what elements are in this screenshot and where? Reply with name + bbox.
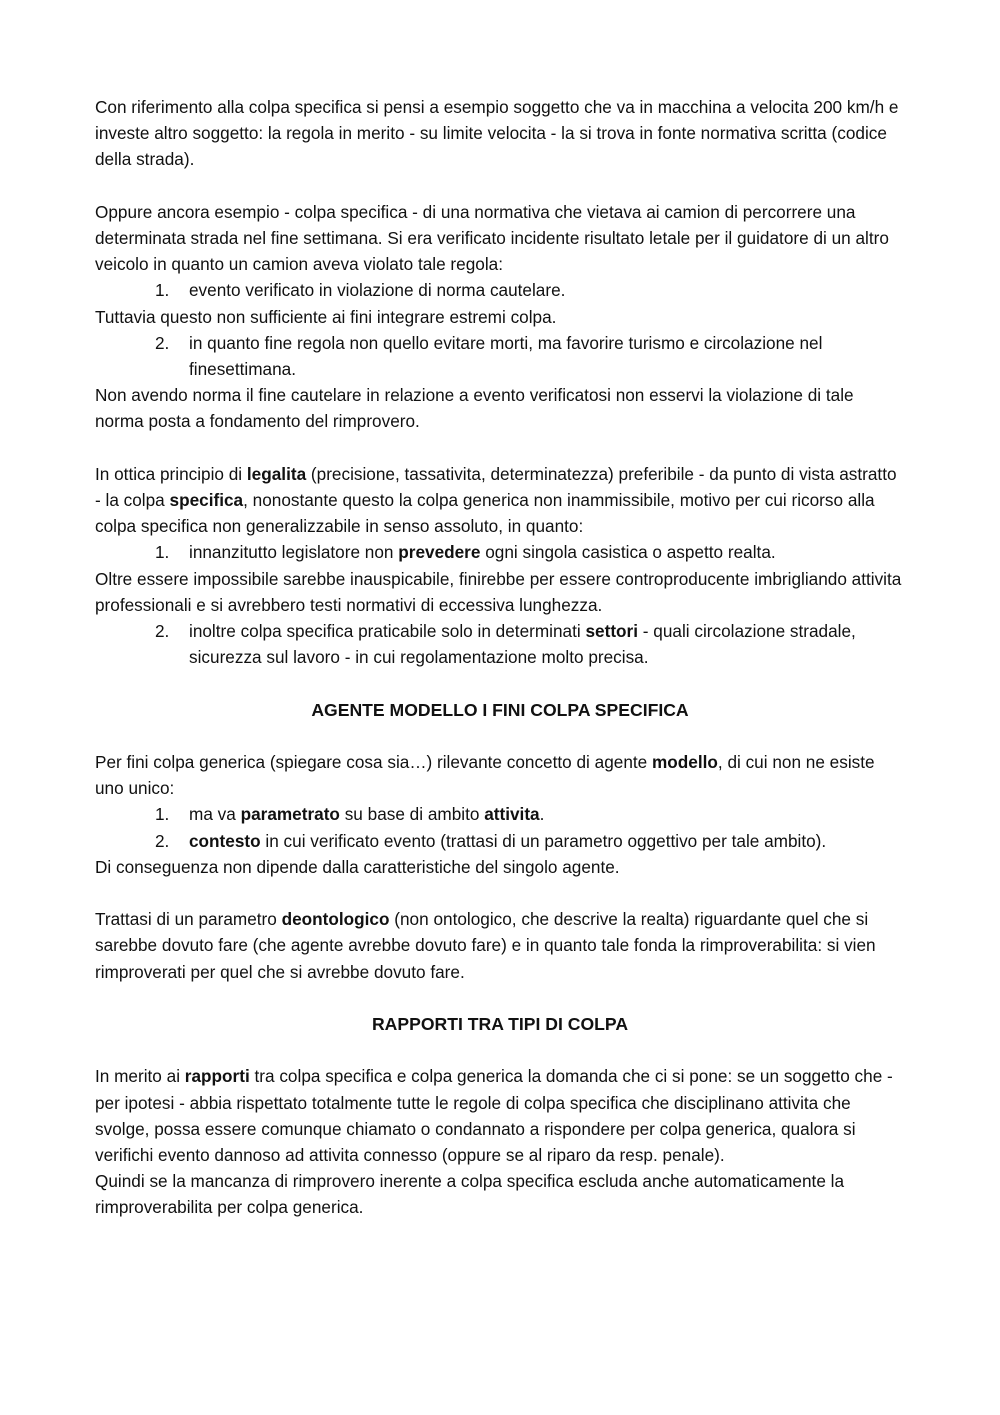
bold-term: modello [652, 752, 718, 773]
text-run: Per fini colpa generica (spiegare cosa sia…) rilevante concetto di agente [95, 752, 652, 773]
bold-term: attivita [484, 804, 540, 825]
text-run: tra colpa specifica e colpa generica la domanda che ci si pone: se un soggetto che - per ipotesi - abbia rispettato totalmente tutte le regole di colpa specifica che disciplinano attivita che svolge, possa essere comunque chiamato o condannato a rispondere per colpa generica, qualora si verifichi evento dannoso ad attivita connesso (oppure se al riparo da resp. penale). [95, 1066, 893, 1166]
text-run: su base di ambito [339, 804, 485, 825]
text-run: innanzitutto legislatore non [189, 542, 399, 563]
list-number: 2. [155, 830, 170, 851]
text-run: inoltre colpa specifica praticabile solo in determinati [189, 621, 586, 642]
list-number: 2. [155, 621, 170, 642]
text-run: In merito ai [95, 1066, 185, 1087]
bold-term: prevedere [398, 542, 481, 563]
paragraph: Non avendo norma il fine cautelare in relazione a evento verificatosi non esservi la violazione di tale norma posta a fondamento del rimprovero. [95, 385, 854, 432]
text-run: . [539, 804, 545, 825]
paragraph: Di conseguenza non dipende dalla caratteristiche del singolo agente. [95, 856, 620, 877]
list-number: 1. [155, 280, 170, 301]
text-run: (non ontologico, che descrive la realta) riguardante quel che si sarebbe dovuto fare (che agente avrebbe dovuto fare) e in quanto tale fonda la rimproverabilita: si vien rimproverati per quel che si avrebbe dovuto fare. [95, 909, 876, 982]
list-item [95, 277, 905, 303]
list-item [95, 801, 905, 827]
bold-term: specifica [169, 490, 244, 511]
list-item [95, 828, 905, 854]
bold-term: settori [585, 621, 639, 642]
list-item [95, 539, 905, 565]
paragraph: Quindi se la mancanza di rimprovero inerente a colpa specifica escluda anche automaticamente la rimproverabilita per colpa generica. [95, 1171, 845, 1218]
bold-term: parametrato [240, 804, 340, 825]
list-text: evento verificato in violazione di norma cautelare. [189, 280, 566, 301]
bold-term: legalita [246, 463, 307, 484]
text-run: - quali circolazione stradale, sicurezza sul lavoro - in cui regolamentazione molto precisa. [189, 621, 856, 668]
text-run: ma va [189, 804, 241, 825]
text-run: , nonostante questo la colpa generica non inammissibile, motivo per cui ricorso alla colpa specifica non generalizzabile in senso assoluto, in quanto: [95, 490, 875, 537]
paragraph [95, 906, 905, 985]
list-number: 1. [155, 542, 170, 563]
list-number: 1. [155, 804, 170, 825]
paragraph [95, 1063, 905, 1168]
bold-term: rapporti [184, 1066, 250, 1087]
text-run: , di cui non ne esiste uno unico: [95, 752, 875, 799]
list-item [95, 618, 905, 670]
text-run: (precisione, tassativita, determinatezza) preferibile - da punto di vista astratto - la colpa [95, 463, 897, 511]
paragraph: Con riferimento alla colpa specifica si pensi a esempio soggetto che va in macchina a velocita 200 km/h e investe altro soggetto: la regola in merito - su limite velocita - la si trova in fonte normativa scritta (codice della strada). [95, 97, 899, 170]
paragraph [95, 461, 905, 540]
bold-term: contesto [189, 830, 261, 851]
section-heading: RAPPORTI TRA TIPI DI COLPA [371, 1014, 629, 1035]
paragraph [95, 749, 905, 801]
text-run: in cui verificato evento (trattasi di un parametro oggettivo per tale ambito). [260, 830, 827, 851]
list-number: 2. [155, 332, 170, 353]
list-item [95, 330, 905, 382]
paragraph: Oppure ancora esempio - colpa specifica - di una normativa che vietava ai camion di percorrere una determinata strada nel fine settimana. Si era verificato incidente risultato letale per il guidatore di un altro veicolo in quanto un camion aveva violato tale regola: [95, 201, 889, 275]
list-text: in quanto fine regola non quello evitare morti, ma favorire turismo e circolazione nel finesettimana. [189, 332, 823, 380]
paragraph: Oltre essere impossibile sarebbe inauspicabile, finirebbe per essere controproducente imbrigliando attivita professionali e si avrebbero testi normativi di eccessiva lunghezza. [95, 568, 902, 615]
text-run: In ottica principio di [95, 463, 247, 484]
section-heading: AGENTE MODELLO I FINI COLPA SPECIFICA [311, 699, 689, 720]
bold-term: deontologico [281, 909, 390, 930]
paragraph: Tuttavia questo non sufficiente ai fini integrare estremi colpa. [95, 306, 557, 327]
text-run: Trattasi di un parametro [95, 909, 282, 930]
text-run: ogni singola casistica o aspetto realta. [480, 542, 776, 563]
